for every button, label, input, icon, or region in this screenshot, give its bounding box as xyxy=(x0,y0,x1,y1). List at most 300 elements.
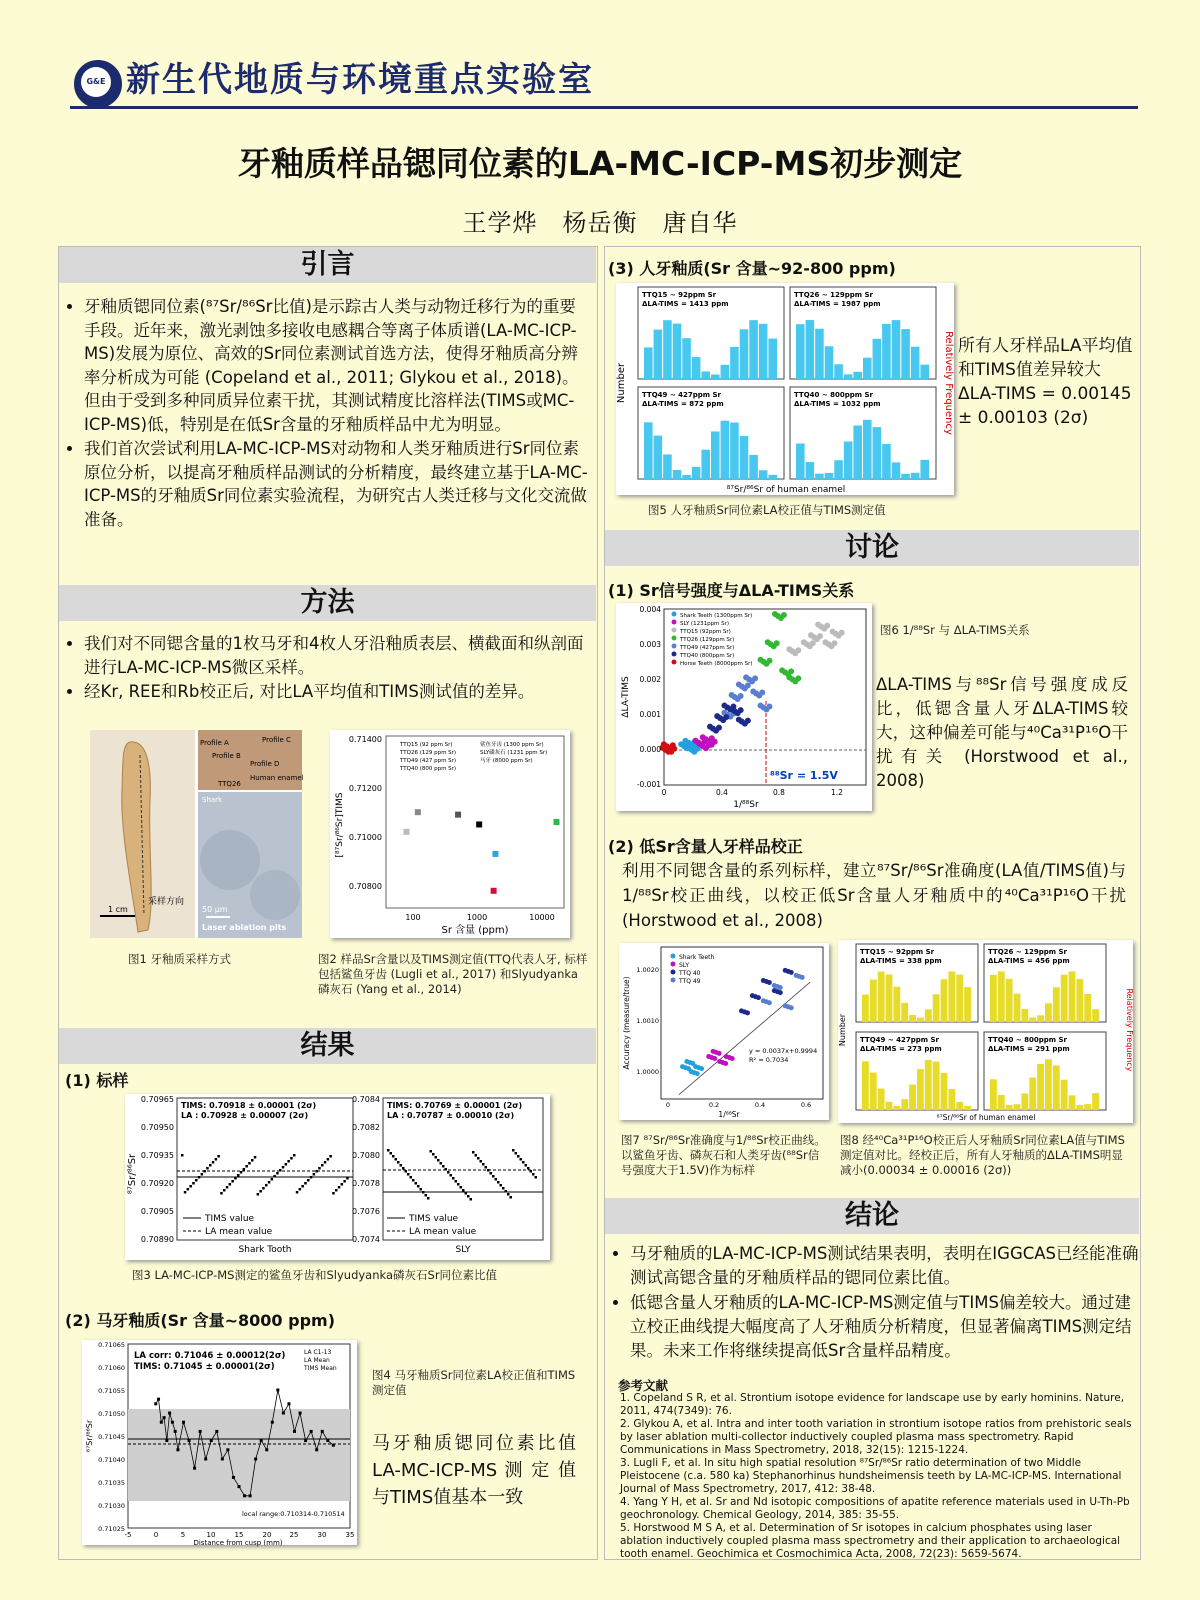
poster-title: 牙釉质样品锶同位素的LA-MC-ICP-MS初步测定 xyxy=(237,144,963,183)
fig7-legend-item: TTQ 49 xyxy=(679,978,701,985)
hist-bar xyxy=(892,462,901,479)
hist-bar xyxy=(682,338,691,379)
fig7-xtick: 0.4 xyxy=(754,1101,766,1109)
fig2-point xyxy=(491,888,497,894)
hist-panel-title: TTQ15 ~ 92ppm Sr xyxy=(642,291,717,299)
hist-bar xyxy=(873,339,882,379)
fig3-point xyxy=(462,1189,465,1192)
fig4-point xyxy=(287,1402,290,1405)
fig3-point xyxy=(415,1182,418,1185)
methods-heading: 方法 xyxy=(59,585,596,621)
fig3-ytick: 0.7074 xyxy=(352,1235,380,1244)
fig2-ylabel: [⁸⁷Sr/⁸⁶Sr]TIMS xyxy=(335,792,345,858)
fig1-label: Profile A xyxy=(200,739,229,747)
hist-bar xyxy=(644,422,653,479)
fig6-caption: 图6 1/⁸⁸Sr 与 ΔLA-TIMS关系 xyxy=(880,623,1030,637)
hist-bar xyxy=(1006,1105,1013,1110)
fig7-r2: R² = 0.7034 xyxy=(749,1056,789,1064)
figure-1 xyxy=(90,730,302,938)
fig3-point xyxy=(346,1177,349,1180)
fig3-point xyxy=(437,1159,440,1162)
intro-text xyxy=(64,295,592,532)
discussion-heading: 讨论 xyxy=(605,530,1139,566)
fig3-point xyxy=(282,1166,285,1169)
hist-bar xyxy=(815,474,824,479)
fig4-xlabel: Distance from cusp (mm) xyxy=(193,1539,283,1547)
discussion-sub1: (1) Sr信号强度与ΔLA-TIMS关系 xyxy=(608,581,855,600)
hist-bar xyxy=(815,329,824,379)
fig3-point xyxy=(273,1175,276,1178)
fig3-point xyxy=(532,1173,535,1176)
fig3-point xyxy=(460,1186,463,1189)
human-sub: (3) 人牙釉质(Sr 含量~92-800 ppm) xyxy=(608,259,896,278)
fig3-point xyxy=(315,1170,318,1173)
fig3-point xyxy=(387,1149,390,1152)
results-heading: 结果 xyxy=(59,1028,596,1064)
fig4-ytick: 0.71030 xyxy=(98,1502,125,1510)
authors: 王学烨 杨岳衡 唐自华 xyxy=(462,209,738,237)
fig6-xtick: 0.8 xyxy=(773,788,785,797)
hist-bar xyxy=(749,320,758,379)
hist-bar xyxy=(873,427,882,479)
fig7-legend-item: SLY xyxy=(679,962,690,969)
hist-bar xyxy=(948,1089,955,1110)
hist-bar xyxy=(682,475,691,479)
hist-bar xyxy=(806,320,815,379)
hist-panel-title: TTQ15 ~ 92ppm Sr xyxy=(860,948,935,956)
fig4-point xyxy=(221,1458,224,1461)
fig4-caption: 图4 马牙釉质Sr同位素LA校正值和TIMS测定值 xyxy=(372,1368,576,1397)
hist-bar xyxy=(925,1009,932,1022)
fig4-point xyxy=(154,1402,157,1405)
fig5-xlabel: ⁸⁷Sr/⁸⁶Sr of human enamel xyxy=(726,485,846,495)
hist-bar xyxy=(956,975,963,1022)
fig4-point xyxy=(188,1439,191,1442)
hist-bar xyxy=(759,470,768,479)
fig3-point xyxy=(332,1192,335,1195)
fig3-point xyxy=(485,1166,488,1169)
hist-bar xyxy=(920,365,929,379)
fig4-ytick: 0.71040 xyxy=(98,1456,125,1464)
fig7-caption: 图7 ⁸⁷Sr/⁸⁶Sr准确度与1/⁸⁸Sr校正曲线。以鲨鱼牙齿、磷灰石和人类牙齿(⁸⁸Sr信号强度大于1.5V)作为标样 xyxy=(621,1133,826,1177)
fig3-point xyxy=(226,1186,229,1189)
fig7-point xyxy=(756,995,761,1000)
fig6-point xyxy=(738,693,744,699)
fig4-point xyxy=(174,1430,177,1433)
hist-bar xyxy=(878,1089,885,1110)
fig5-caption: 图5 人牙釉质Sr同位素LA校正值与TIMS测定值 xyxy=(648,503,886,517)
figure-3 xyxy=(125,1094,550,1260)
header-rule xyxy=(70,106,1138,109)
hist-bar xyxy=(1061,975,1068,1022)
fig4-xtick: 10 xyxy=(206,1531,216,1539)
hist-bar xyxy=(1029,1017,1036,1022)
fig2-legend-item: TTQ40 (800 ppm Sr) xyxy=(400,766,457,772)
fig3-point xyxy=(321,1164,324,1167)
fig6-legend-item: Shark Teeth (1300ppm Sr) xyxy=(680,613,753,619)
fig4-chart xyxy=(82,1340,357,1545)
fig4-point xyxy=(304,1439,307,1442)
fig3-point xyxy=(535,1176,538,1179)
fig4-point xyxy=(310,1430,313,1433)
fig4-point xyxy=(193,1467,196,1470)
fig3-point xyxy=(299,1188,302,1191)
hist-panel-delta: ΔLA-TIMS = 273 ppm xyxy=(860,1045,942,1053)
conclusion-heading: 结论 xyxy=(605,1198,1139,1234)
hist-bar xyxy=(862,1061,869,1110)
fig6-legend-item: TTQ26 (129ppm Sr) xyxy=(680,637,735,643)
fig7-ylabel: Accuracy (measure/true) xyxy=(622,976,631,1070)
conclusion-bullet: • 马牙釉质的LA-MC-ICP-MS测试结果表明，表明在IGGCAS已经能准确测试高锶含量的牙釉质样品的锶同位素比值。 xyxy=(630,1242,1140,1290)
hist-bar xyxy=(768,475,777,479)
fig3-ytick: 0.70905 xyxy=(140,1207,174,1216)
fig7-legend-marker xyxy=(671,954,676,959)
fig5-ylabel: Number xyxy=(616,362,627,404)
fig8-caption: 图8 经⁴⁰Ca³¹P¹⁶O校正后人牙釉质Sr同位素LA值与TIMS测定值对比。经校正后，所有人牙釉质的ΔLA-TIMS明显减小(0.00034 ± 0.00016 (2σ)) xyxy=(840,1133,1125,1177)
fig7-point xyxy=(723,1061,728,1066)
fig3-point xyxy=(417,1185,420,1188)
fig3-box: TIMS: 0.70918 ± 0.00001 (2σ) xyxy=(181,1101,317,1110)
hist-bar xyxy=(1021,1093,1028,1110)
fig6-point xyxy=(795,675,801,681)
fig3-point xyxy=(487,1169,490,1172)
hist-bar xyxy=(909,1085,916,1110)
hist-bar xyxy=(692,467,701,479)
fig3-legend: TIMS value xyxy=(409,1214,459,1224)
fig6-ytick: 0.000 xyxy=(639,745,661,754)
fig3-ytick: 0.70920 xyxy=(140,1179,174,1188)
fig3-point xyxy=(220,1192,223,1195)
figure-8 xyxy=(838,940,1133,1123)
fig2-point xyxy=(415,809,421,815)
hist-bar xyxy=(663,320,672,379)
fig4-point xyxy=(182,1421,185,1424)
hist-bar xyxy=(990,975,997,1022)
fig2-legend-item: TTQ49 (427 ppm Sr) xyxy=(400,758,457,764)
fig4-point xyxy=(332,1444,335,1447)
fig3-box: LA : 0.70787 ± 0.00010 (2σ) xyxy=(387,1111,515,1120)
hist-bar xyxy=(911,473,920,479)
fig4-ytick: 0.71035 xyxy=(98,1479,125,1487)
fig2-point xyxy=(455,812,461,818)
fig3-point xyxy=(472,1151,475,1154)
discussion-sub2: (2) 低Sr含量人牙样品校正 xyxy=(608,837,803,856)
fig3-point xyxy=(510,1196,513,1199)
fig3-point xyxy=(234,1177,237,1180)
fig4-point xyxy=(238,1485,241,1488)
fig3-chart xyxy=(125,1094,550,1260)
intro-heading: 引言 xyxy=(59,247,596,283)
fig6-legend-marker xyxy=(672,636,677,641)
fig3-point xyxy=(400,1164,403,1167)
hist-bar xyxy=(701,371,710,379)
fig7-point xyxy=(800,975,805,980)
fig8-y2label: Relatively Frequency xyxy=(1125,988,1134,1072)
fig3-point xyxy=(212,1161,215,1164)
fig3-point xyxy=(237,1174,240,1177)
fig3-xname: SLY xyxy=(455,1245,471,1255)
fig6-legend-marker xyxy=(672,652,677,657)
fig4-point xyxy=(204,1458,207,1461)
fig1-label: Profile D xyxy=(250,760,280,768)
fig3-point xyxy=(470,1198,473,1201)
hist-bar xyxy=(759,324,768,379)
fig1-label: 1 cm xyxy=(108,905,128,914)
hist-bar xyxy=(692,357,701,379)
hist-bar xyxy=(1076,1105,1083,1110)
references-heading: 参考文献 xyxy=(618,1378,669,1393)
hist-bar xyxy=(740,329,749,379)
hist-bar xyxy=(654,330,663,379)
fig6-point xyxy=(767,704,773,710)
fig3-point xyxy=(251,1159,254,1162)
fig7-legend-item: Shark Teeth xyxy=(679,954,715,961)
figure-6 xyxy=(616,603,872,811)
hist-bar xyxy=(768,339,777,379)
intro-bullet: • 我们首次尝试利用LA-MC-ICP-MS对动物和人类牙釉质进行Sr同位素原位分析，以提高牙釉质样品测试的分析精度，最终建立基于LA-MC-ICP-MS的牙釉质Sr同位素实验流程，为研究古人类迁移与文化交流做准备。 xyxy=(84,437,592,531)
fig4-ytick: 0.71055 xyxy=(98,1387,125,1395)
fig4-point xyxy=(176,1448,179,1451)
fig6-point xyxy=(781,612,787,618)
fig3-point xyxy=(522,1161,525,1164)
fig3-point xyxy=(410,1176,413,1179)
fig6-ytick: -0.001 xyxy=(636,780,661,789)
fig3-point xyxy=(301,1185,304,1188)
fig3-ytick: 0.70935 xyxy=(140,1151,174,1160)
hist-bar xyxy=(917,1018,924,1022)
hist-bar xyxy=(844,441,853,479)
hist-bar xyxy=(796,444,805,479)
fig5-y2label: Relatively Frequency xyxy=(943,331,954,435)
fig3-legend: LA mean value xyxy=(409,1227,477,1237)
fig6-point xyxy=(671,746,677,752)
hist-bar xyxy=(1037,1064,1044,1110)
reference-item: 2. Glykou A, et al. Intra and inter tooth variation in strontium isotope ratios from prehistoric seals by laser ablation multi-collector inductively coupled plasma mass spectrometry. Rapid Communications in Mass Spectrometry, 2018, 32(15): 1215-1224. xyxy=(620,1418,1132,1456)
hist-bar xyxy=(825,346,834,379)
hist-bar xyxy=(711,431,720,479)
fig2-point xyxy=(476,821,482,827)
hist-panel-delta: ΔLA-TIMS = 1032 ppm xyxy=(794,400,881,408)
fig1-caption: 图1 牙釉质采样方式 xyxy=(128,952,231,966)
fig4-xtick: -5 xyxy=(124,1531,132,1539)
fig4-ytick: 0.71050 xyxy=(98,1410,125,1418)
fig7-chart xyxy=(619,943,829,1120)
fig6-point xyxy=(738,707,744,713)
hist-bar xyxy=(673,470,682,479)
fig6-legend-item: TTQ49 (427ppm Sr) xyxy=(680,645,735,651)
fig3-point xyxy=(475,1154,478,1157)
fig3-point xyxy=(279,1169,282,1172)
fig4-note: local range:0.710314-0.710514 xyxy=(242,1510,345,1518)
fig3-point xyxy=(455,1180,458,1183)
fig3-point xyxy=(497,1181,500,1184)
reference-item: 5. Horstwood M S A, et al. Determination of Sr isotopes in calcium phosphates using laser ablation inductively coupled plasma mass spectrometry and their application to archaeological tooth enamel. Geochimica et Cosmochimica Acta, 2008, 72(23): 5659-5674. xyxy=(620,1522,1121,1560)
fig3-point xyxy=(412,1179,415,1182)
fig2-ytick: 0.70800 xyxy=(348,882,382,891)
fig3-ytick: 0.7078 xyxy=(352,1179,380,1188)
fig6-ytick: 0.003 xyxy=(639,640,661,649)
fig2-point xyxy=(554,819,560,825)
fig6-legend-item: TTQ40 (800ppm Sr) xyxy=(680,653,735,659)
fig3-point xyxy=(318,1167,321,1170)
fig2-caption: 图2 样品Sr含量以及TIMS测定值(TTQ代表人牙, 标样包括鲨鱼牙齿 (Lugli et al., 2017) 和Slyudyanka 磷灰石 (Yang et al., 2014) xyxy=(318,952,588,996)
hist-bar xyxy=(998,971,1005,1022)
fig4-point xyxy=(260,1439,263,1442)
hist-panel-title: TTQ49 ~ 427ppm Sr xyxy=(642,391,721,399)
fig3-point xyxy=(507,1193,510,1196)
hist-bar xyxy=(1069,1095,1076,1110)
hist-bar xyxy=(853,372,862,379)
hist-bar xyxy=(909,1015,916,1022)
results-sub1: (1) 标样 xyxy=(65,1071,129,1090)
fig3-point xyxy=(432,1153,435,1156)
hist-bar xyxy=(1021,1009,1028,1022)
hist-bar xyxy=(1006,979,1013,1022)
fig2-xtick: 10000 xyxy=(529,913,555,922)
fig7-point xyxy=(730,1056,735,1061)
fig1-label: TTQ26 xyxy=(218,780,241,788)
fig3-point xyxy=(465,1192,468,1195)
fig3-ytick: 0.7082 xyxy=(352,1123,380,1132)
hist-bar xyxy=(901,329,910,379)
hist-bar xyxy=(730,347,739,379)
fig3-ytick: 0.7080 xyxy=(352,1151,380,1160)
hist-bar xyxy=(1029,1078,1036,1110)
fig3-point xyxy=(500,1184,503,1187)
hist-bar xyxy=(1053,987,1060,1022)
fig3-point xyxy=(517,1155,520,1158)
fig4-point xyxy=(226,1448,229,1451)
figure-1-image xyxy=(90,730,302,938)
fig3-ytick: 0.70890 xyxy=(140,1235,174,1244)
fig4-point xyxy=(265,1448,268,1451)
fig1-label: 50 μm xyxy=(202,905,228,914)
fig4-xtick: 35 xyxy=(345,1531,355,1539)
fig4-point xyxy=(321,1430,324,1433)
fig7-ytick: 1.0020 xyxy=(636,966,659,974)
hist-bar xyxy=(1084,994,1091,1022)
fig3-point xyxy=(520,1158,523,1161)
fig6-point xyxy=(723,714,729,720)
figure-2 xyxy=(330,730,570,938)
fig3-point xyxy=(215,1158,218,1161)
fig6-point xyxy=(767,658,773,664)
fig4-point xyxy=(315,1448,318,1451)
hist-bar xyxy=(998,1095,1005,1110)
hist-panel-delta: ΔLA-TIMS = 338 ppm xyxy=(860,957,942,965)
hist-bar xyxy=(1045,1059,1052,1110)
fig7-ytick: 1.0000 xyxy=(636,1068,659,1076)
lab-logo-text: G&E xyxy=(81,67,111,97)
hist-bar xyxy=(711,375,720,379)
hist-bar xyxy=(863,358,872,379)
fig4-point xyxy=(271,1421,274,1424)
fig3-ytick: 0.7084 xyxy=(352,1095,380,1104)
fig6-ytick: 0.001 xyxy=(639,710,661,719)
fig3-legend: TIMS value xyxy=(205,1214,255,1224)
hist-bar xyxy=(892,320,901,379)
hist-bar xyxy=(882,324,891,379)
hist-bar xyxy=(1053,1065,1060,1110)
fig6-legend-marker xyxy=(672,660,677,665)
fig3-point xyxy=(390,1152,393,1155)
hist-bar xyxy=(920,460,929,479)
fig3-point xyxy=(307,1179,310,1182)
fig6-point xyxy=(759,689,765,695)
fig2-legend-item: TTQ26 (129 ppm Sr) xyxy=(400,750,457,756)
fig3-point xyxy=(495,1178,498,1181)
fig3-point xyxy=(231,1180,234,1183)
fig7-point xyxy=(695,1071,700,1076)
fig4-xtick: 30 xyxy=(317,1531,327,1539)
hist-bar xyxy=(964,987,971,1022)
fig3-caption: 图3 LA-MC-ICP-MS测定的鲨鱼牙齿和Slyudyanka磷灰石Sr同位素比值 xyxy=(132,1268,498,1282)
fig6-point xyxy=(831,640,837,646)
fig3-point xyxy=(425,1194,428,1197)
fig3-point xyxy=(492,1175,495,1178)
fig4-point xyxy=(276,1389,279,1392)
fig3-point xyxy=(341,1183,344,1186)
fig3-point xyxy=(482,1163,485,1166)
fig4-xtick: 0 xyxy=(153,1531,159,1539)
discussion-text2: 利用不同锶含量的系列标样，建立⁸⁷Sr/⁸⁶Sr准确度(LA值/TIMS值)与1/⁸⁸Sr校正曲线，以校正低Sr含量人牙釉质中的⁴⁰Ca³¹P¹⁶O干扰 (Horstwood et al., 2008) xyxy=(622,861,1126,930)
fig6-point xyxy=(774,640,780,646)
fig3-point xyxy=(450,1174,453,1177)
fig1-label: Shark xyxy=(202,796,223,804)
fig3-point xyxy=(201,1173,204,1176)
fig3-point xyxy=(505,1190,508,1193)
fig3-point xyxy=(530,1170,533,1173)
fig3-point xyxy=(195,1179,198,1182)
fig3-box: TIMS: 0.70769 ± 0.00001 (2σ) xyxy=(387,1101,523,1110)
fig3-point xyxy=(184,1191,187,1194)
fig4-legend: LA Mean xyxy=(304,1357,330,1364)
fig7-ytick: 1.0010 xyxy=(636,1017,659,1025)
fig7-legend-item: TTQ 40 xyxy=(679,970,701,977)
fig3-ytick: 0.70965 xyxy=(140,1095,174,1104)
fig3-legend: LA mean value xyxy=(205,1227,273,1237)
fig3-point xyxy=(290,1157,293,1160)
fig4-legend: TIMS Mean xyxy=(304,1365,337,1372)
hist-bar xyxy=(644,347,653,379)
fig4-xtick: 15 xyxy=(234,1531,244,1539)
fig3-point xyxy=(329,1155,332,1158)
fig7-xtick: 0 xyxy=(665,1101,671,1109)
fig3-point xyxy=(259,1190,262,1193)
fig3-point xyxy=(527,1167,530,1170)
fig3-point xyxy=(287,1160,290,1163)
figure-5 xyxy=(616,283,954,495)
fig6-legend-marker xyxy=(672,612,677,617)
fig6-point xyxy=(788,668,794,674)
hist-bar xyxy=(740,436,749,479)
fig3-point xyxy=(262,1187,265,1190)
fig3-point xyxy=(427,1197,430,1200)
fig3-point xyxy=(296,1191,299,1194)
fig3-point xyxy=(243,1168,246,1171)
fig7-xtick: 0.6 xyxy=(800,1101,812,1109)
fig3-point xyxy=(189,1185,192,1188)
hist-panel-title: TTQ40 ~ 800ppm Sr xyxy=(794,391,873,399)
hist-bar xyxy=(964,1106,971,1110)
fig7-xlabel: 1/⁸⁸Sr xyxy=(718,1110,740,1119)
fig6-ytick: 0.002 xyxy=(639,675,661,684)
fig3-point xyxy=(430,1150,433,1153)
hist-bar xyxy=(863,420,872,479)
hist-bar xyxy=(948,971,955,1022)
hist-panel-delta: ΔLA-TIMS = 291 ppm xyxy=(988,1045,1070,1053)
fig4-point xyxy=(282,1412,285,1415)
